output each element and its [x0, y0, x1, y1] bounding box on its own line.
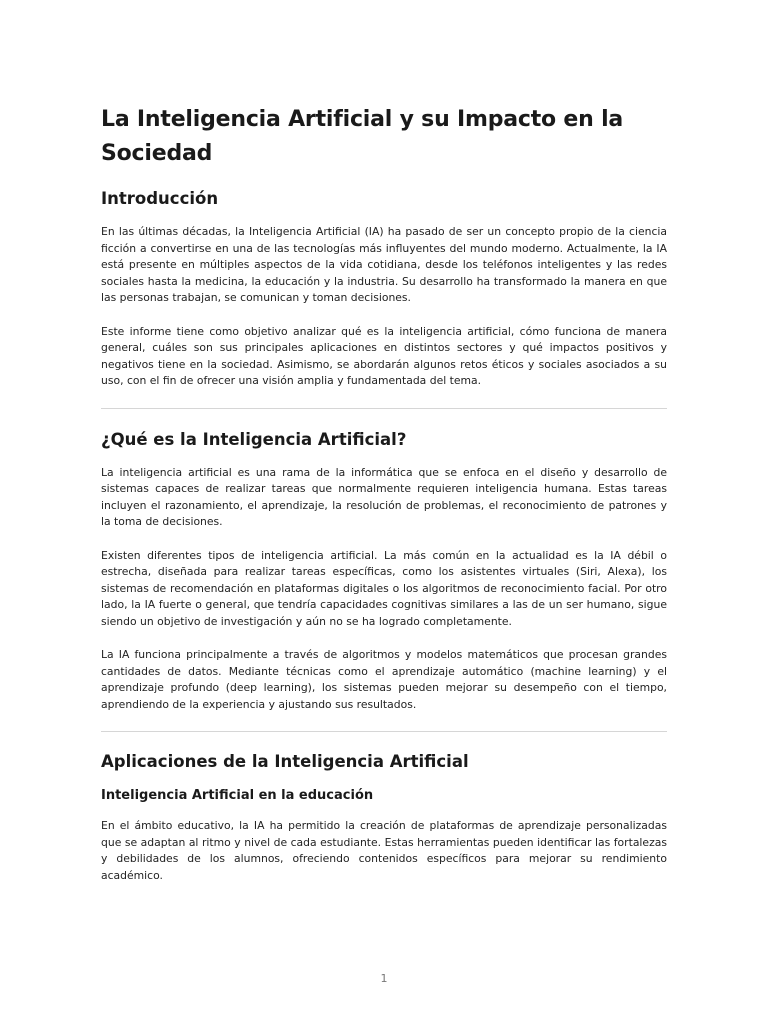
- section-heading-que-es-ia: ¿Qué es la Inteligencia Artificial?: [101, 429, 407, 449]
- paragraph: En las últimas décadas, la Inteligencia Artificial (IA) ha pasado de ser un concepto propio de la ciencia ficción a convertirse en una de las tecnologías más influyentes del mundo moderno. Actualmente, la IA está presente en múltiples aspectos de la vida cotidiana, desde los teléfonos inteligentes y las redes sociales hasta la medicina, la educación y la industria. Su desarrollo ha transformado la manera en que las personas trabajan, se comunican y toman decisiones.: [101, 225, 667, 304]
- paragraph: La IA funciona principalmente a través de algoritmos y modelos matemáticos que procesan grandes cantidades de datos. Mediante técnicas como el aprendizaje automático (machine learning) y el aprendizaje profundo (deep learning), los sistemas pueden mejorar su desempeño con el tiempo, aprendiendo de la experiencia y ajustando sus resultados.: [101, 648, 667, 711]
- paragraph: Este informe tiene como objetivo analizar qué es la inteligencia artificial, cómo funciona de manera general, cuáles son sus principales aplicaciones en distintos sectores y qué impactos positivos y negativos tiene en la sociedad. Asimismo, se abordarán algunos retos éticos y sociales asociados a su uso, con el fin de ofrecer una visión amplia y fundamentada del tema.: [101, 324, 667, 387]
- section-divider: [101, 408, 667, 409]
- subsection-heading-educacion: Inteligencia Artificial en la educación: [101, 788, 374, 803]
- paragraph: Existen diferentes tipos de inteligencia artificial. La más común en la actualidad es la IA débil o estrecha, diseñada para realizar tareas específicas, como los asistentes virtuales (Siri, Alexa), los sistemas de recomendación en plataformas digitales o los algoritmos de reconocimiento facial. Por otro lado, la IA fuerte o general, que tendría capacidades cognitivas similares a las de un ser humano, sigue siendo un objetivo de investigación y aún no se ha logrado completamente.: [101, 548, 667, 628]
- page-number: 1: [380, 972, 388, 985]
- section-heading-introduccion: Introducción: [101, 189, 219, 208]
- paragraph: La inteligencia artificial es una rama de la informática que se enfoca en el diseño y desarrollo de sistemas capaces de realizar tareas que normalmente requieren inteligencia humana. Estas tareas incluyen el razonamiento, el aprendizaje, la resolución de problemas, el reconocimiento de patrones y la toma de decisiones.: [101, 465, 667, 528]
- document-page: [101, 103, 667, 884]
- section-divider: [101, 731, 667, 732]
- paragraph: En el ámbito educativo, la IA ha permitido la creación de plataformas de aprendizaje personalizadas que se adaptan al ritmo y nivel de cada estudiante. Estas herramientas pueden identificar las fortalezas y debilidades de los alumnos, ofreciendo contenidos específicos para mejorar su rendimiento académico.: [101, 819, 667, 882]
- section-heading-aplicaciones: Aplicaciones de la Inteligencia Artificial: [101, 752, 469, 771]
- document-title: La Inteligencia Artificial y su Impacto en la Sociedad: [101, 107, 624, 166]
